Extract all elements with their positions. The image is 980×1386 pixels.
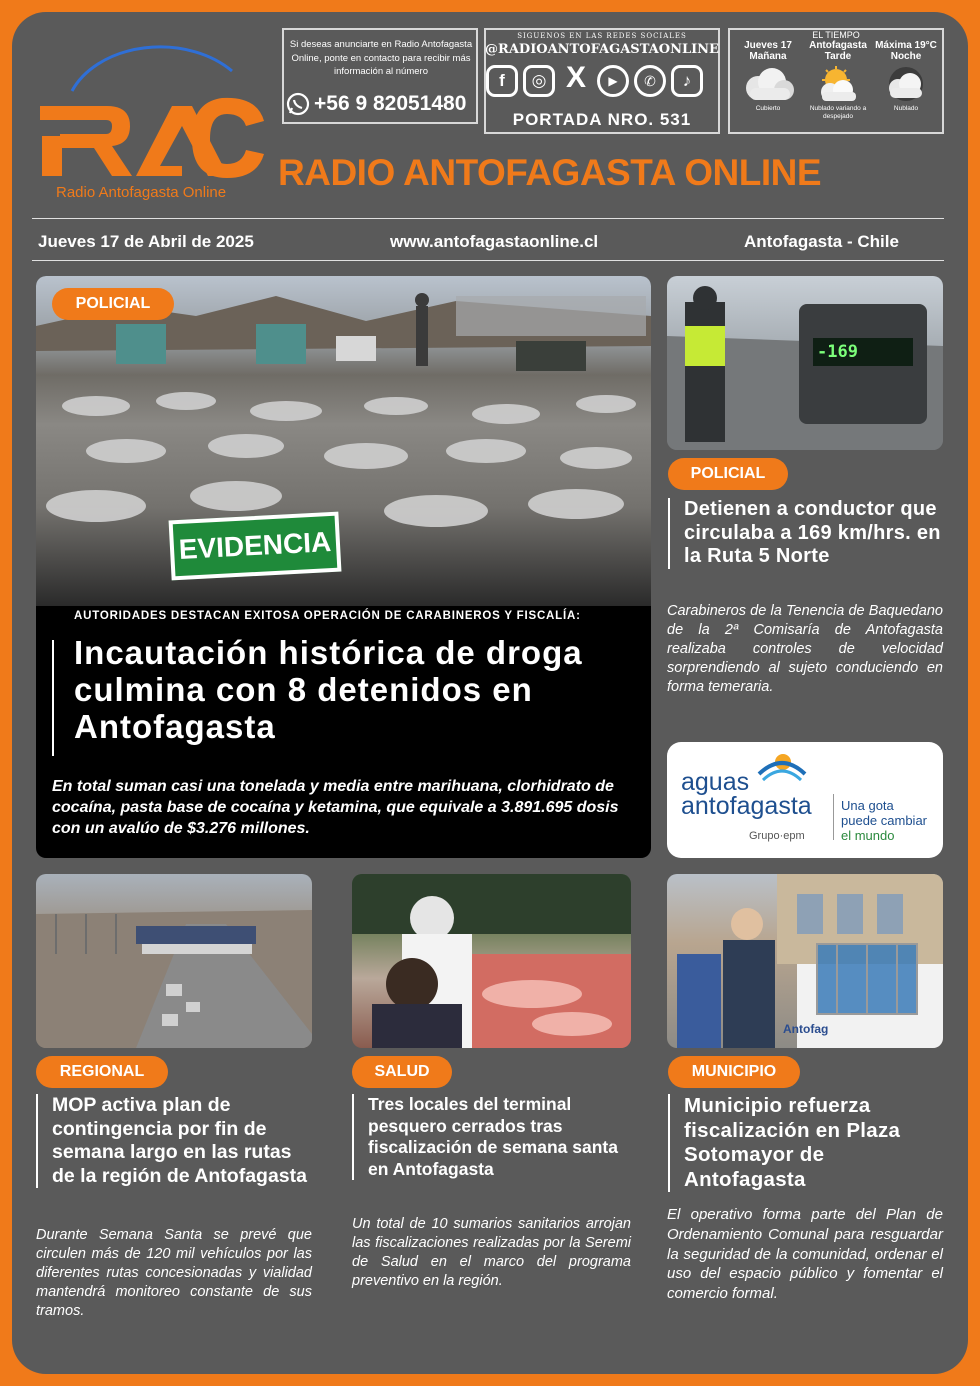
bottom-story-2-photo[interactable] [352, 874, 631, 1048]
weather-condition: Nublado [893, 105, 919, 112]
speed-display: -169 [817, 342, 858, 362]
weather-period: Tarde [824, 51, 852, 62]
bottom-story-2-headline[interactable]: Tres locales del terminal pesquero cerrados tras fiscalización de semana santa en Antofagasta [352, 1094, 632, 1180]
side-story-summary: Carabineros de la Tenencia de Baquedano de la 2ª Comisaría de Antofagasta realizaba controles de velocidad sorprendiendo al sujeto conduciendo en forma temeraria. [667, 603, 943, 695]
x-icon[interactable]: X [565, 61, 586, 94]
main-story-photo [36, 276, 651, 606]
speed-reading: 169 [827, 342, 858, 362]
bottom-story-3-headline[interactable]: Municipio refuerza fiscalización en Plaza Sotomayor de Antofagasta [668, 1094, 950, 1192]
masthead-location: Antofagasta - Chile [744, 232, 899, 251]
weather-period: Noche [890, 51, 922, 62]
weather-col-morning [734, 40, 802, 113]
bottom-story-1-summary: Durante Semana Santa se prevé que circulen más de 120 mil vehículos por las diferentes rutas concesionadas y vialidad mantendrá monitoreo constante de sus tramos. [36, 1227, 312, 1319]
bottom-story-3-photo[interactable] [667, 874, 943, 1048]
masthead-rule-top [32, 218, 944, 219]
weather-col-night [872, 40, 940, 113]
weather-condition: Nublado variando a despejado [809, 105, 867, 120]
evidence-sign [169, 512, 342, 581]
main-story-summary: En total suman casi una tonelada y media entre marihuana, clorhidrato de cocaína, pasta base de cocaína y ketamina, que equivale a 3.891.695 dosis con un avalúo de $3.276 millones. [52, 778, 619, 837]
whatsapp-icon[interactable]: ✆ [634, 65, 666, 97]
side-story-headline[interactable]: Detienen a conductor que circulaba a 169 km/hrs. en la Ruta 5 Norte [668, 498, 944, 569]
main-story-category[interactable]: POLICIAL [52, 288, 174, 320]
facebook-icon[interactable]: f [486, 65, 518, 97]
cloud-icon [878, 66, 934, 102]
masthead-date: Jueves 17 de Abril de 2025 [38, 232, 254, 251]
main-story-card[interactable] [36, 276, 651, 858]
aguas-logo-icon [757, 748, 807, 782]
instagram-icon[interactable]: ◎ [523, 65, 555, 97]
main-story-headline-bar [52, 640, 54, 756]
sun-cloud-icon [810, 66, 866, 102]
aguas-antofagasta-ad[interactable] [667, 742, 943, 858]
main-story-headline[interactable]: Incautación histórica de droga culmina con 8 detenidos en Antofagasta [74, 634, 583, 745]
side-story-category[interactable]: POLICIAL [668, 458, 788, 490]
bottom-story-1-photo[interactable] [36, 874, 312, 1048]
social-handle[interactable]: @RADIOANTOFAGASTAONLINE [485, 42, 719, 57]
aguas-line2: antofagasta [681, 792, 812, 820]
bottom-story-2-summary: Un total de 10 sumarios sanitarios arrojan las fiscalizaciones realizadas por la Seremi de Salud en el marco del programa preventivo en la región. [352, 1216, 631, 1289]
bottom-story-3-category[interactable]: MUNICIPIO [668, 1056, 800, 1088]
portada-number: PORTADA NRO. 531 [512, 110, 692, 129]
bottom-story-3-summary: El operativo forma parte del Plan de Ordenamiento Comunal para resguardar la seguridad de la comunidad, ordenar el uso del espacio público y fomentar el comercio formal. [667, 1206, 943, 1303]
aguas-group: Grupo·epm [749, 830, 805, 842]
masthead-website[interactable]: www.antofagastaonline.cl [390, 232, 599, 251]
masthead-rule-bottom [32, 260, 944, 261]
main-story-kicker: AUTORIDADES DESTACAN EXITOSA OPERACIÓN DE CARABINEROS Y FISCALÍA: [74, 610, 581, 622]
aguas-line1: aguas [681, 768, 750, 796]
logo-tagline: Radio Antofagasta Online [56, 184, 227, 201]
youtube-icon[interactable]: ▶ [597, 65, 629, 97]
front-page [12, 12, 968, 1374]
cloud-icon [740, 66, 796, 102]
weather-day: Antofagasta [809, 40, 867, 51]
weather-day: Máxima 19°C [875, 40, 937, 51]
side-story-photo[interactable] [667, 276, 943, 450]
weather-condition: Cubierto [755, 105, 781, 112]
evidence-sign-text: EVIDENCIA [178, 526, 332, 565]
weather-day: Jueves 17 [744, 40, 792, 51]
ad-phone[interactable]: +56 9 82051480 [314, 92, 467, 115]
aguas-slogan-3: el mundo [841, 828, 895, 843]
bottom-story-2-category[interactable]: SALUD [352, 1056, 452, 1088]
tiktok-icon[interactable]: ♪ [671, 65, 703, 97]
masthead-title: RADIO ANTOFAGASTA ONLINE [278, 152, 821, 193]
aguas-slogan-1: Una gota [841, 798, 894, 813]
bottom-story-1-category[interactable]: REGIONAL [36, 1056, 168, 1088]
weather-columns [728, 32, 944, 132]
weather-header: EL TIEMPO [812, 30, 860, 40]
weather-period: Mañana [749, 51, 787, 62]
aguas-divider [833, 794, 834, 840]
social-icons [486, 61, 722, 97]
ad-contact-text: Si deseas anunciarte en Radio Antofagasta Online, ponte en contacto para recibir más información al número [289, 39, 473, 77]
truck-text: Antofag [783, 1022, 829, 1036]
weather-col-afternoon [804, 40, 872, 120]
social-header: SIGUENOS EN LAS REDES SOCIALES [517, 32, 687, 40]
bottom-story-1-headline[interactable]: MOP activa plan de contingencia por fin de semana largo en las rutas de la región de Antofagasta [36, 1094, 316, 1188]
aguas-slogan [841, 798, 927, 843]
whatsapp-icon [286, 92, 310, 116]
aguas-slogan-2: puede cambiar [841, 813, 927, 828]
